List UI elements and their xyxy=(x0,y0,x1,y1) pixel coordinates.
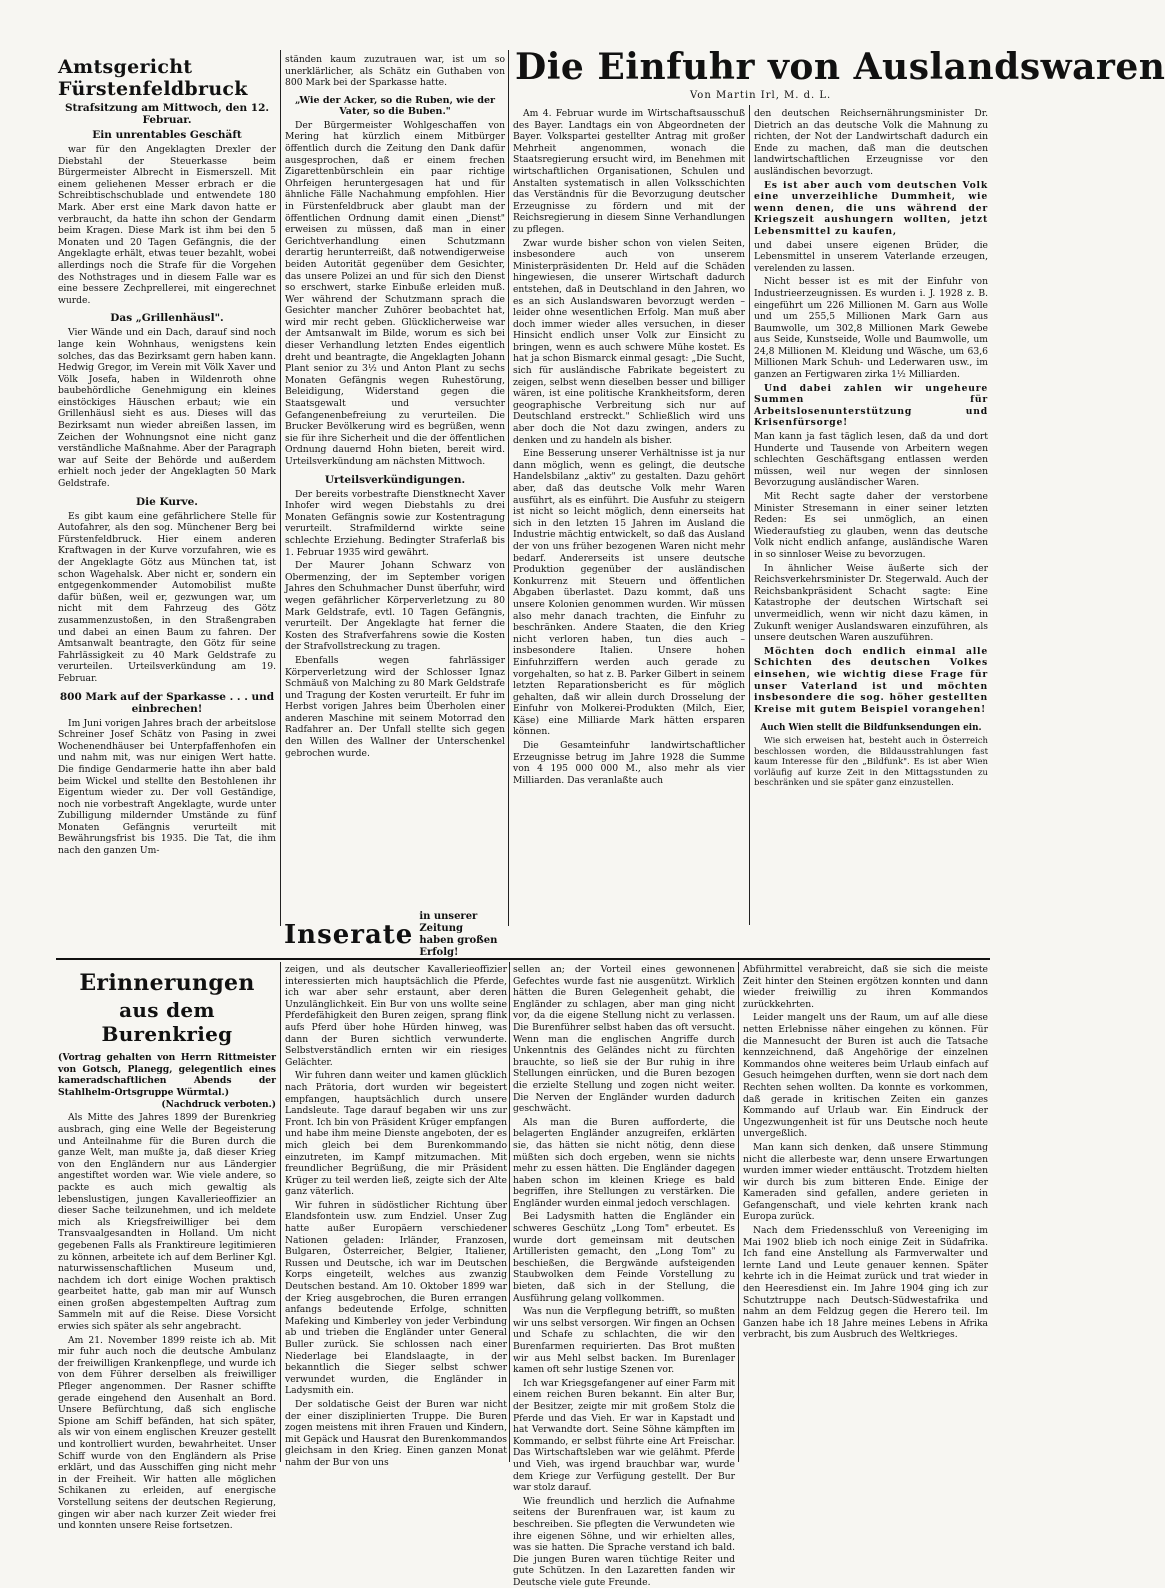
column-import-2 xyxy=(754,108,988,956)
article-title: Das „Grillenhäusl". xyxy=(110,312,224,325)
article-text: Als man die Buren aufforderte, die belagerten Engländer anzugreifen, erklärten sie, das hätten sie nicht nötig, denn diese müßten sich doch ergeben, wenn sie nichts mehr zu essen hätten. Die Engländer dagegen haben schon im kleinen Kriege es bald begriffen, ihre Stellungen zu verstärken. Die Engländer wurden einmal jedoch verschlagen. xyxy=(513,1116,735,1209)
article-text: Am 21. November 1899 reiste ich ab. Mit mir fuhr auch noch die deutsche Ambulanz der freiwilligen Krankenpflege, und wurde ich von dem Führer derselben als freiwilliger Pfleger angenommen. Der Rasner schiffte gerade eingehend den Ausenhalt an Bord. Unsere Befürchtung, daß sich englische Spione am Schiff befänden, hat sich später, als wir von einem englischen Kreuzer gestellt und kontrolliert wurden, bewahrheitet. Unser Schiff wurde von den Engländern als Prise erklärt, und das Ausschiffen ging nicht mehr in der Freiheit. Wir hatten alle möglichen Schikanen zu erleiden, auf energische Vorstellung seitens der deutschen Regierung, gingen wir aber nach kurzer Zeit wieder frei und konnten unsere Reise fortsetzen. xyxy=(58,1334,276,1532)
section-divider xyxy=(56,958,990,960)
advertisement-box xyxy=(284,911,506,958)
article-text: war für den Angeklagten Drexler der Diebstahl der Steuerkasse beim Bürgermeister Albrecht in Eismerszell. Mit einem geliehenen Messer erbrach er die Schreibtischschublade und entwendete 180 Mark. Aber erst eine Mark davon hatte er verbraucht, da hatte ihn schon der Gendarm beim Kragen. Diese Mark ist ihm bei den 5 Monaten und 20 Tagen Gefängnis, die der Angeklagte erhält, etwas teuer bezahlt, wobei allerdings noch die Strafe für die Vorgehen des Nothstrages und in diesem Falle war es eine bessere Zechprellerei, mit eingerechnet wurde. xyxy=(58,144,276,306)
article-title: Ein unrentables Geschäft xyxy=(92,129,242,141)
article-text: Abführmittel verabreicht, daß sie sich die meiste Zeit hinter den Steinen ergötzen konnten und dann wieder freiwillig zu ihren Kommandos zurückkehrten. xyxy=(743,964,988,1010)
article-text: Am 4. Februar wurde im Wirtschaftsausschuß des Bayer. Landtags ein von Abgeordneten der Bayer. Volkspartei gestellter Antrag mit großer Mehrheit angenommen, wonach die Staatsregierung ersucht wird, im Benehmen mit wirtschaftlichen Organisationen, Schulen und Anstalten systematisch in allen Volksschichten das Verständnis für die Bevorzugung deutscher Erzeugnisse zu fördern und mit der Reichsregierung in diesem Sinne Verhandlungen zu pflegen. xyxy=(513,108,745,235)
column-boer-4 xyxy=(743,964,988,1464)
column-rule xyxy=(280,962,281,1462)
column-rule xyxy=(749,105,750,925)
column-boer-3 xyxy=(513,964,735,1588)
article-text: Der Maurer Johann Schwarz von Obermenzing, der im September vorigen Jahres den Schuhmacher Dunst überfuhr, wird wegen gefährlicher Körperverletzung zu 80 Mark Geldstrafe, evtl. 10 Tagen Gefängnis, verurteilt. Der Angeklagte hat ferner die Kosten des Strafverfahrens sowie die Kosten der Strafvollstreckung zu tragen. xyxy=(285,560,505,653)
emphasized-text: Es ist aber auch vom deutschen Volk eine unverzeihliche Dummheit, wie wenn denen, die uns während der Kriegszeit aushungern wollten, jetzt Lebensmittel zu kaufen, xyxy=(754,179,988,237)
boer-article-title: aus dem Burenkrieg xyxy=(101,998,233,1046)
article-text: Es gibt kaum eine gefährlichere Stelle für Autofahrer, als den sog. Münchener Berg bei Fürstenfeldbruck. Hier einem anderen Kraftwagen in der Kurve vorzufahren, wie es der Angeklagte Götz aus München tat, ist schon Wagehalsk. Aber nicht er, sondern ein entgegenkommender Automobilist mußte dafür büßen, weil er, gezwungen war, um nicht mit dem Fahrzeug des Götz zusammenzustoßen, in den Straßengraben und dabei an einen Baum zu fahren. Der Amtsanwalt beantragte, den Götz für seine Fahrlässigkeit zu 40 Mark Geldstrafe zu verurteilen. Urteilsverkündung am 19. Februar. xyxy=(58,510,276,684)
article-text: Mit Recht sagte daher der verstorbene Minister Stresemann in einer seiner letzten Reden: Es sei unmöglich, an einen Wiederaufstieg zu glauben, wenn das deutsche Volk nicht endlich anfange, ausländische Waren in so sinnloser Weise zu bevorzugen. xyxy=(754,491,988,560)
column-rule xyxy=(508,50,509,926)
copyright-note: (Nachdruck verboten.) xyxy=(161,1100,276,1111)
column-rule xyxy=(738,962,739,1462)
article-text: den deutschen Reichsernährungsminister Dr. Dietrich an das deutsche Volk die Mahnung zu richten, der Not der Landwirtschaft dadurch ein Ende zu machen, daß man die deutschen landwirtschaftlichen Erzeugnisse vor den ausländischen bevorzugt. xyxy=(754,108,988,177)
column-court-2 xyxy=(285,54,505,914)
article-text: sellen an; der Vorteil eines gewonnenen Gefechtes wurde fast nie ausgenützt. Wirklich hätten die Buren Gelegenheit gehabt, die Engländer zu schlagen, aber man ging nicht vor, da die eigene Stellung nicht zu verlassen. Die Burenführer selbst haben das oft versucht. Wenn man die englischen Angriffe durch Unkenntnis des Geländes nicht zu fürchten brauchte, so ließ sie der Bur ruhig in ihre Stellungen einrücken, und die Buren bezogen die erzielte Stellung und zogen nicht weiter. Die Nerven der Engländer wurden dadurch geschwächt. xyxy=(513,964,735,1115)
article-text: Eine Besserung unserer Verhältnisse ist ja nur dann möglich, wenn es gelingt, die deutsche Handelsbilanz „aktiv" zu gestalten. Dazu gehört aber, daß das deutsche Volk mehr Waren ausführt, als es einführt. Die Ausfuhr zu steigern ist nicht so leicht möglich, denn einerseits hat sich in den letzten 15 Jahren im Ausland die Industrie mächtig entwickelt, so daß das Ausland der von uns früher bezogenen Waren nicht mehr bedarf. Andererseits ist unsere deutsche Produktion gegenüber der ausländischen Konkurrenz mit Steuern und öffentlichen Abgaben überlastet. Dazu kommt, daß uns unsere Kolonien genommen wurden. Wir müssen also mehr danach trachten, die Einfuhr zu beschränken. Andere Staaten, die den Krieg nicht verloren haben, tun dies auch – insbesondere Italien. Unsere hohen Einfuhrziffern werden auch gerade zu vorgehalten, so hat z. B. Parker Gilbert in seinem letzten Reparationsbericht es für möglich gehalten, daß wir allein durch Drosselung der Einfuhr von Molkerei-Produkten (Milch, Eier, Käse) eine Milliarde Mark hätten ersparen können. xyxy=(513,448,745,738)
article-intro: (Vortrag gehalten von Herrn Rittmeister von Gotsch, Planegg, gelegentlich eines kameradschaftlichen Abends der Stahlhelm-Ortsgruppe Würmtal.) xyxy=(58,1052,276,1098)
article-text: ständen kaum zuzutrauen war, ist um so unerklärlicher, als Schätz ein Guthaben von 800 Mark bei der Sparkasse hatte. xyxy=(285,54,505,89)
article-title: 800 Mark auf der Sparkasse . . . und einbrechen! xyxy=(59,690,275,715)
article-text: Die Gesamteinfuhr landwirtschaftlicher Erzeugnisse betrug im Jahre 1928 die Summe von 4 195 000 000 M., also mehr als vier Milliarden. Das veranlaßte auch xyxy=(513,740,745,786)
ad-headline: Inserate xyxy=(284,920,414,950)
column-boer-1 xyxy=(58,964,276,1532)
section-heading-court: Amtsgericht Fürstenfeldbruck xyxy=(58,56,248,100)
column-court-1 xyxy=(58,54,276,922)
article-text: Nach dem Friedensschluß von Vereeniging im Mai 1902 blieb ich noch einige Zeit in Südafrika. Ich fand eine Anstellung als Farmverwalter und lernte Land und Leute genauer kennen. Später kehrte ich in die Heimat zurück und trat wieder in den Heeresdienst ein. Im Jahre 1904 ging ich zur Schutztruppe nach Deutsch-Südwestafrika und nahm an dem Feldzug gegen die Herero teil. Im Ganzen habe ich 18 Jahre meines Lebens in Afrika verbracht, bis zum Ausbruch des Weltkrieges. xyxy=(743,1225,988,1341)
article-text: Vier Wände und ein Dach, darauf sind noch lange kein Wohnhaus, wenigstens kein solches, das das Bezirksamt gern haben kann. Hedwig Gregor, im Verein mit Völk Xaver und Völk Josefa, haben in Wildenroth ohne baubehördliche Genehmigung ein kleines einstöckiges Häuschen erbaut; wie ein Grillenhäusl sieht es aus. Dieses will das Bezirksamt nun wieder abreißen lassen, im Zeichen der Wohnungsnot eine nicht ganz verständliche Maßnahme. Aber der Paragraph war auf Seite der Behörde und außerdem erhielt noch jeder der Angeklagten 50 Mark Geldstrafe. xyxy=(58,327,276,490)
article-text: Man kann sich denken, daß unsere Stimmung nicht die allerbeste war, denn unsere Erwartungen wurden immer wieder enttäuscht. Trotzdem hielten wir durch bis zum bitteren Ende. Einige der Kameraden sind gefallen, andere gerieten in Gefangenschaft, und viele kehrten krank nach Europa zurück. xyxy=(743,1141,988,1223)
article-text: Leider mangelt uns der Raum, um auf alle diese netten Erlebnisse näher eingehen zu können. Für die Mannesucht der Buren ist auch die Tatsache kennzeichnend, daß Angehörige der einzelnen Kommandos ohne weiteres beim Urlaub einfach auf Gesuch heimgehen durften, wenn sie dort nach dem Rechten sehen wollten. Da konnte es vorkommen, daß gerade in kritischen Zeiten ein ganzes Kommando auf Urlaub war. Ein Eindruck der Ungezwungenheit ist für uns Deutsche noch heute unvergeßlich. xyxy=(743,1012,988,1140)
article-text: In ähnlicher Weise äußerte sich der Reichsverkehrsminister Dr. Stegerwald. Auch der Reichsbankpräsident Schacht sagte: Eine Katastrophe der deutschen Wirtschaft sei unvermeidlich, wenn wir nicht dazu kämen, in Zukunft weniger Auslandswaren einzuführen, als unsere deutschen Waren auszuführen. xyxy=(754,562,988,644)
article-text: Wir fuhren dann weiter und kamen glücklich nach Prätoria, dort wurden wir begeistert empfangen, hauptsächlich durch unsere Landsleute. Tage darauf begaben wir uns zur Front. Ich bin von Präsident Krüger empfangen und habe ihm meine Dienste angeboten, der es mich gleich bei dem Burenkommando einzutreten, im Kampf mitzumachen. Mit freundlicher Begrüßung, die mir Präsident Krüger zu teil werden ließ, zeigte sich der Alte ganz väterlich. xyxy=(285,1070,507,1198)
article-text: Ich war Kriegsgefangener auf einer Farm mit einem reichen Buren bekannt. Ein alter Bur, der Besitzer, zeigte mir mit großem Stolz die Pferde und das Vieh. Er war in Kapstadt und hat Verwandte dort. Seine Söhne kämpften im Kommando, er selbst führte eine Art Freischar. Das Wirtschaftsleben war wie gelähmt. Pferde und Vieh, was irgend brauchbar war, wurde dem Kriege zur Verfügung gestellt. Der Bur war stolz darauf. xyxy=(513,1377,735,1494)
article-title: „Wie der Acker, so die Ruben, wie der Vater, so die Buben." xyxy=(294,94,496,117)
article-text: Zwar wurde bisher schon von vielen Seiten, insbesondere auch von unserem Ministerpräsidenten Dr. Held auf die Schäden hingewiesen, die unserer Wirtschaft dadurch entstehen, daß in Deutschland in den Jahren, wo es an sich Auslandswaren bevorzugt werden – leider ohne wesentlichen Erfolg. Man muß aber doch immer wieder alles versuchen, in dieser Hinsicht endlich unser Volk zur Einsicht zu bringen, wenn es auch schwere Mühe kostet. Es hat ja schon Bismarck einmal gesagt: „Die Sucht, sich für ausländische Fabrikate begeistert zu zeigen, selbst wenn dieselben besser und billiger wären, ist eine politische Krankheitsform, deren geographische Verbreitung sich nur auf Deutschland erstreckt." Schließlich wird uns aber doch die Not dazu zwingen, anders zu denken und zu handeln als bisher. xyxy=(513,237,745,446)
news-brief-text: Wie sich erweisen hat, besteht auch in Österreich beschlossen worden, die Bildausstrahlungen fast kaum Interesse für den „Bildfunk". Es ist aber Wien vorläufig auf kurze Zeit in den Mittagsstunden zu beschränken und sie später ganz einzustellen. xyxy=(754,736,988,789)
article-title: Die Kurve. xyxy=(136,495,198,508)
emphasized-text: Möchten doch endlich einmal alle Schichten des deutschen Volkes einsehen, wie wichtig diese Frage für unser Vaterland ist und möchten insbesondere die sog. höher gestellten Kreise mit gutem Beispiel vorangehen! xyxy=(754,645,988,715)
emphasized-text: Und dabei zahlen wir ungeheure Summen für Arbeitslosenunterstützung und Krisenfürsorge! xyxy=(754,382,988,429)
article-title: Urteilsverkündigungen. xyxy=(324,473,466,486)
article-text: Der bereits vorbestrafte Dienstknecht Xaver Inhofer wird wegen Diebstahls zu drei Monaten Gefängnis sowie zur Kostentragung verurteilt. Strafmildernd wirkte seine schlechte Erziehung. Bedingter Straferlaß bis 1. Februar 1935 wird gewährt. xyxy=(285,488,505,558)
article-text: Wir fuhren in südöstlicher Richtung über Elandsfontein usw. zum Endziel. Unser Zug hatte außer Europäern verschiedener Nationen geladen: Irländer, Franzosen, Bulgaren, Österreicher, Belgier, Italiener, Russen und Deutsche, ich war im Deutschen Korps eingeteilt, welches aus zwanzig Deutschen bestand. Am 10. Oktober 1899 war der Krieg ausgebrochen, die Buren errangen anfangs bedeutende Erfolge, schnitten Mafeking und Kimberley von jeder Verbindung ab und trieben die Engländer unter General Buller zurück. Sie schlossen nach einer Niederlage bei Elandslaagte, in der bekanntlich die Sieger selbst schwer verwundet wurden, die Engländer in Ladysmith ein. xyxy=(285,1199,507,1397)
article-text: Nicht besser ist es mit der Einfuhr von Industrieerzeugnissen. Es wurden i. J. 1928 z. B. eingeführt um 226 Millionen M. Garn aus Wolle und um 255,5 Millionen Mark Garn aus Baumwolle, um 302,8 Millionen Mark Gewebe aus Seide, Kunstseide, Wolle und Baumwolle, um 24,8 Millionen M. Kleidung und Wäsche, um 63,6 Millionen Mark Schuh- und Lederwaren usw., im ganzen an Fertigwaren zirka 1½ Milliarden. xyxy=(754,276,988,381)
article-byline: Von Martin Irl, M. d. L. xyxy=(690,90,832,101)
news-brief-title: Auch Wien stellt die Bildfunksendungen ein. xyxy=(760,723,982,734)
article-text: Der soldatische Geist der Buren war nicht der einer disziplinierten Truppe. Die Buren zogen meistens mit ihren Frauen und Kindern, mit Gepäck und Hausrat den Burenkommandos gleichsam in den Krieg. Einen ganzen Monat nahm der Bur von uns xyxy=(285,1398,507,1468)
main-article-title: Die Einfuhr von Auslandswaren xyxy=(515,46,1165,88)
article-text: Wie freundlich und herzlich die Aufnahme seitens der Burenfrauen war, ist kaum zu beschreiben. Sie pflegten die Verwundeten wie ihre eigenen Söhne, und wir erhielten alles, was sie hatten. Die Sprache verstand ich bald. Die jungen Buren waren tüchtige Reiter und gute Schützen. In den Lazaretten fanden wir Deutsche viele gute Freunde. xyxy=(513,1495,735,1588)
article-text: Bei Ladysmith hatten die Engländer ein schweres Geschütz „Long Tom" erbeutet. Es wurde dort gemeinsam mit deutschen Artilleristen gemacht, den „Long Tom" zu beschießen, die Bergwände aufsteigenden Staubwolken dem Feinde Vorstellung zu bieten, daß sich in der Stellung, die Ausführung gelang vollkommen. xyxy=(513,1211,735,1304)
article-text: Im Juni vorigen Jahres brach der arbeitslose Schreiner Josef Schätz von Pasing in zwei Wochenendhäuser bei Unterpfaffenhofen ein und nahm mit, was nur einigen Wert hatte. Die findige Gendarmerie hatte ihn aber bald beim Wickel und stellte den Bestohlenen ihr Eigentum wieder zu. Der voll Geständige, noch nie vorbestraft Angeklagte, wurde unter Zubilligung mildernder Umstände zu fünf Monaten Gefängnis verurteilt mit Bewährungsfrist bis 1935. Die Tat, die ihm nach den ganzen Um- xyxy=(58,717,276,857)
article-text: und dabei unsere eigenen Brüder, die Lebensmittel in unserem Vaterlande erzeugen, verelenden zu lassen. xyxy=(754,239,988,274)
article-text: Man kann ja fast täglich lesen, daß da und dort Hunderte und Tausende von Arbeitern wegen schlechten Geschäftsgang entlassen werden müssen, weil nur wegen der sinnlosen Bevorzugung ausländischer Waren. xyxy=(754,431,988,489)
court-session-subheading: Strafsitzung am Mittwoch, den 12. Februar. xyxy=(64,102,270,126)
column-rule xyxy=(509,962,510,1462)
column-import-1 xyxy=(513,108,745,956)
column-rule xyxy=(280,50,281,926)
boer-article-title: Erinnerungen xyxy=(79,970,255,996)
article-text: Ebenfalls wegen fahrlässiger Körperverletzung wird der Schlosser Ignaz Schmäuß von Malching zu 80 Mark Geldstrafe und Tragung der Kosten verurteilt. Er fuhr im Herbst vorigen Jahres beim Überholen einer anderen Maschine mit seinem Motorrad den Radfahrer an. Der Unfall stellte sich gegen den Willen des Wallner der Unterschenkel gebrochen wurde. xyxy=(285,654,505,759)
article-text: zeigen, und als deutscher Kavallerieoffizier interessierten mich hauptsächlich die Pferde, ich war aber sehr erstaunt, aber deren Unzulänglichkeit. Ein Bur von uns wollte seine Pferdefähigkeit den Buren zeigen, sprang flink aufs Pferd über hohe Hürden hinweg, was dann der Buren sichtlich verwunderte. Selbstverständlich ernten wir ein riesiges Gelächter. xyxy=(285,964,507,1068)
ad-tagline-line: haben großen Erfolg! xyxy=(419,935,498,958)
column-boer-2 xyxy=(285,964,507,1468)
ad-tagline-line: in unserer Zeitung xyxy=(419,911,478,934)
article-text: Was nun die Verpflegung betrifft, so mußten wir uns selbst versorgen. Wir fingen an Ochsen und Schafe zu schlachten, die wir den Burenfarmen requirierten. Das Brot mußten wir aus Mehl selbst backen. Im Burenlager kamen oft sehr lustige Szenen vor. xyxy=(513,1306,735,1376)
article-text: Der Bürgermeister Wohlgeschaffen von Mering hat kürzlich einem Mitbürger öffentlich durch die Zeitung den Dank dafür ausgesprochen, daß er einem frechen Zigarettenbürschlein ein paar richtige Ohrfeigen heruntergesagen hat und für ähnliche Fälle Nachahmung empfohlen. Hier in Fürstenfeldbruck aber glaubt man der öffentlichen Ordnung damit einen „Dienst" erweisen zu müssen, daß man in einer Gerichtverhandlung einen Schutzmann derartig herunterreißt, daß notwendigerweise beiden Autorität gegenüber dem Gesichter, das unsere Polizei an und für sich den Dienst so erschwert, starke Einbuße erleiden muß. Wer während der Schutzmann sprach die Gesichter mancher Zuhörer beobachtet hat, wird mir recht geben. Glücklicherweise war der Amtsanwalt im Bilde, worum es sich bei dieser Verhandlung letzten Endes eigentlich dreht und beantragte, die Angeklagten Johann Plant senior zu 3½ und Anton Plant zu sechs Monaten Gefängnis wegen Ruhestörung, Beleidigung, Widerstand gegen die Staatsgewalt und versuchter Gefangenenbefreiung zu verurteilen. Die Brucker Bevölkerung wird es begrüßen, wenn sie für ihre Sicherheit und die der öffentlichen Ordnung dauernd Hohn bieten, bereit wird. Urteilsverkündung am nächsten Mittwoch. xyxy=(285,119,505,467)
ad-tagline xyxy=(419,911,506,959)
article-text: Als Mitte des Jahres 1899 der Burenkrieg ausbrach, ging eine Welle der Begeisterung und Anteilnahme für die Buren durch die ganze Welt, man mußte ja, daß dieser Krieg von den Engländern nur aus Ländergier angestiftet worden war. Wie viele andere, so packte es auch mich gewaltig als lebenslustigen, jungen Kavallerieoffizier an dieser Sache teilzunehmen, und ich meldete mich als Kriegsfreiwilliger bei dem Transvaalgesandten in Holland. Um nicht gegebenen Falls als Franktireure legitimieren zu können, arbeitete ich auf dem Berliner Kgl. naturwissenschaftlichen Museum und, nachdem ich dort einige Wochen praktisch gearbeitet hatte, gab man mir auf Wunsch einen großen abgestempelten Auftrag zum Sammeln mit auf die Reise. Diese Vorsicht erwies sich später als sehr angebracht. xyxy=(58,1112,276,1333)
